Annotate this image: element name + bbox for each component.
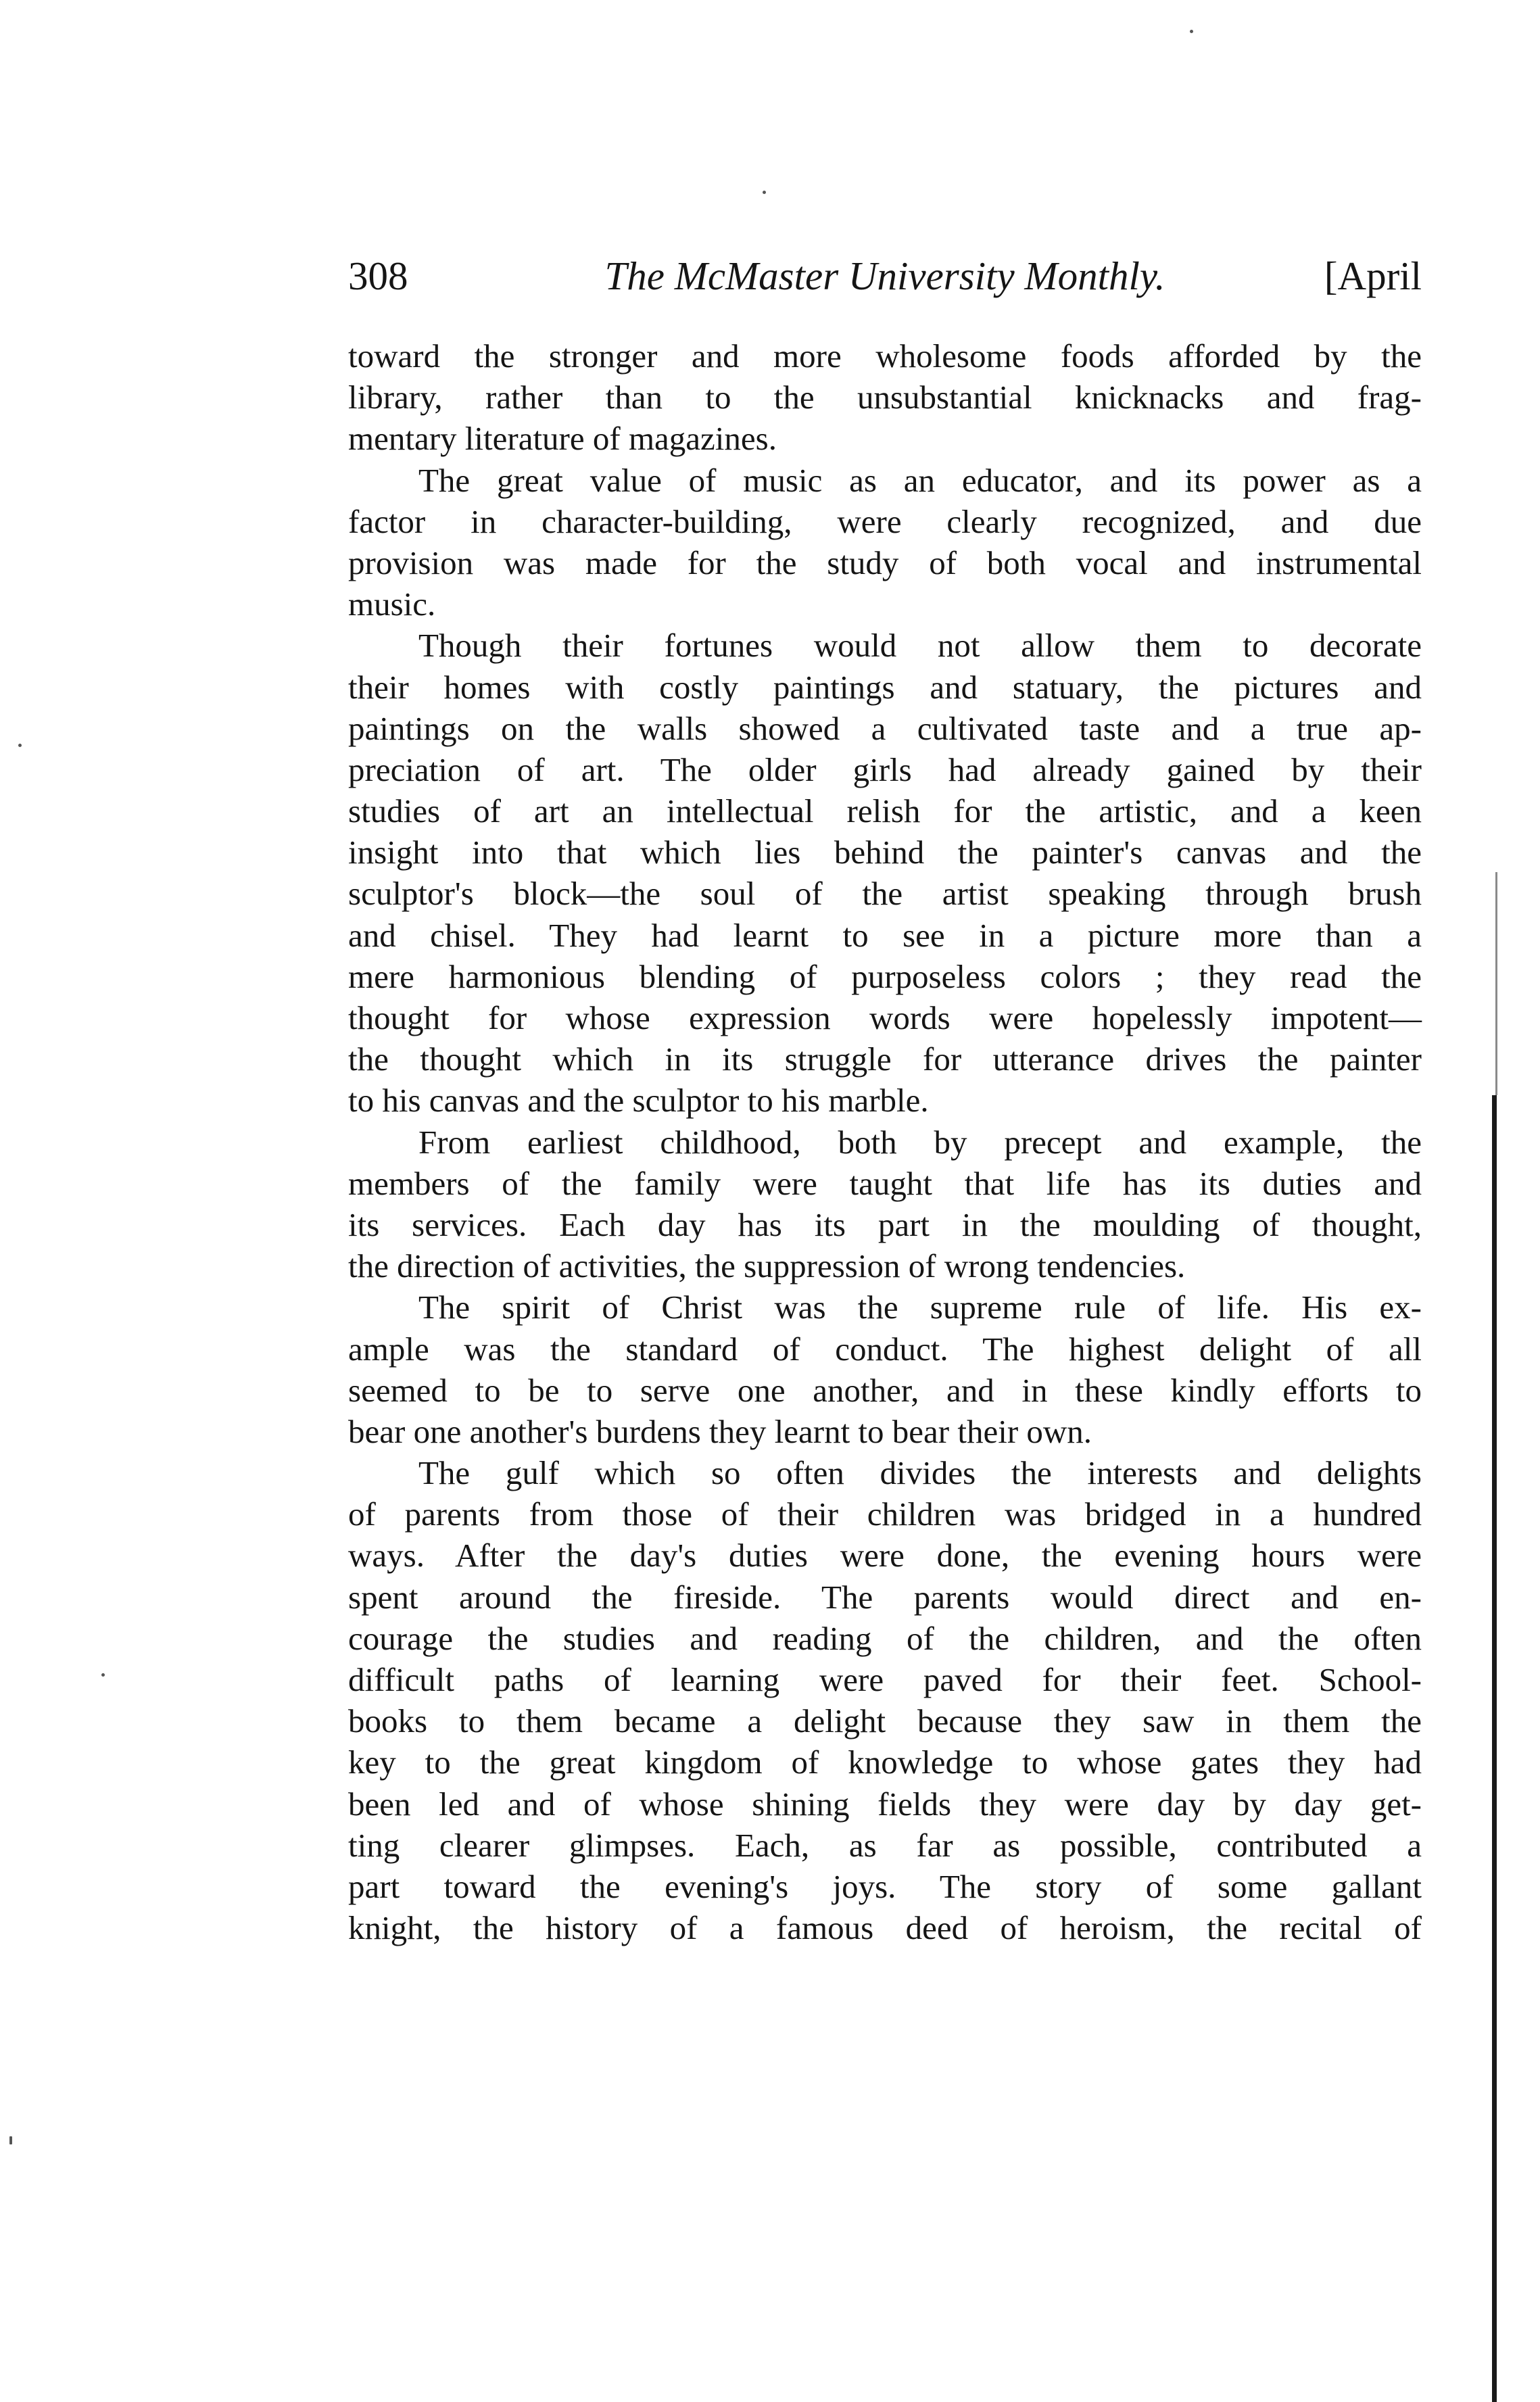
text-line: factor in character-building, were clearly recognized, and due <box>348 502 1422 540</box>
text-line: books to them became a delight because they saw in them the <box>348 1702 1422 1740</box>
text-line: The gulf which so often divides the interests and delights <box>418 1454 1422 1492</box>
text-line: seemed to be to serve one another, and in these kindly efforts to <box>348 1371 1422 1409</box>
paragraph <box>348 625 1422 1121</box>
text-line: The spirit of Christ was the supreme rule of life. His ex- <box>418 1289 1422 1326</box>
article-body <box>348 335 1422 1948</box>
text-line: and chisel. They had learnt to see in a picture more than a <box>348 916 1422 954</box>
page-header <box>348 249 1422 303</box>
margin-speck <box>763 191 766 194</box>
text-line: Though their fortunes would not allow them to decorate <box>418 627 1422 665</box>
text-line: studies of art an intellectual relish for the artistic, and a keen <box>348 792 1422 830</box>
issue-month: [April <box>1324 254 1422 298</box>
text-line: courage the studies and reading of the children, and the often <box>348 1619 1422 1657</box>
text-line: library, rather than to the unsubstantial knicknacks and frag- <box>348 379 1422 416</box>
text-line: sculptor's block—the soul of the artist speaking through brush <box>348 875 1422 913</box>
text-line: spent around the fireside. The parents would direct and en- <box>348 1578 1422 1616</box>
text-line: knight, the history of a famous deed of heroism, the recital of <box>348 1909 1422 1947</box>
paragraph <box>348 460 1422 625</box>
paragraph <box>348 335 1422 460</box>
text-line: toward the stronger and more wholesome foods afforded by the <box>348 337 1422 375</box>
text-line: members of the family were taught that life has its duties and <box>348 1164 1422 1202</box>
text-line: been led and of whose shining fields they were day by day get- <box>348 1785 1422 1823</box>
page-number: 308 <box>348 254 408 298</box>
margin-speck <box>9 2136 12 2144</box>
text-line: mere harmonious blending of purposeless colors ; they read the <box>348 957 1422 995</box>
text-line: From earliest childhood, both by precept and example, the <box>418 1123 1422 1161</box>
text-line: provision was made for the study of both vocal and instrumental <box>348 544 1422 581</box>
text-line: the direction of activities, the suppression of wrong tendencies. <box>348 1247 1186 1285</box>
text-line: music. <box>348 585 436 623</box>
running-title: The McMaster University Monthly. <box>604 254 1165 298</box>
page-edge-shadow <box>1495 872 1497 1095</box>
text-line: The great value of music as an educator, and its power as a <box>418 461 1422 499</box>
text-line: part toward the evening's joys. The story of some gallant <box>348 1867 1422 1905</box>
text-line: the thought which in its struggle for utterance drives the painter <box>348 1040 1422 1078</box>
text-line: paintings on the walls showed a cultivated taste and a true ap- <box>348 709 1422 747</box>
text-line: its services. Each day has its part in the moulding of thought, <box>348 1205 1422 1243</box>
text-line: key to the great kingdom of knowledge to whose gates they had <box>348 1744 1422 1781</box>
text-line: their homes with costly paintings and statuary, the pictures and <box>348 668 1422 706</box>
margin-speck <box>1190 30 1193 33</box>
margin-speck <box>18 744 22 747</box>
page-edge-shadow <box>1492 1095 1497 2402</box>
text-line: preciation of art. The older girls had already gained by their <box>348 750 1422 788</box>
paragraph <box>348 1452 1422 1948</box>
paragraph <box>348 1122 1422 1287</box>
text-line: mentary literature of magazines. <box>348 420 777 458</box>
margin-speck <box>101 1673 105 1677</box>
text-line: of parents from those of their children was bridged in a hundred <box>348 1495 1422 1533</box>
text-line: ample was the standard of conduct. The highest delight of all <box>348 1330 1422 1368</box>
text-line: bear one another's burdens they learnt to bear their own. <box>348 1412 1092 1450</box>
text-line: ting clearer glimpses. Each, as far as possible, contributed a <box>348 1826 1422 1864</box>
text-line: to his canvas and the sculptor to his marble. <box>348 1082 929 1120</box>
text-line: thought for whose expression words were hopelessly impotent— <box>348 999 1422 1036</box>
text-line: insight into that which lies behind the painter's canvas and the <box>348 834 1422 871</box>
text-line: difficult paths of learning were paved for their feet. School- <box>348 1661 1422 1698</box>
paragraph <box>348 1287 1422 1452</box>
text-line: ways. After the day's duties were done, the evening hours were <box>348 1537 1422 1575</box>
